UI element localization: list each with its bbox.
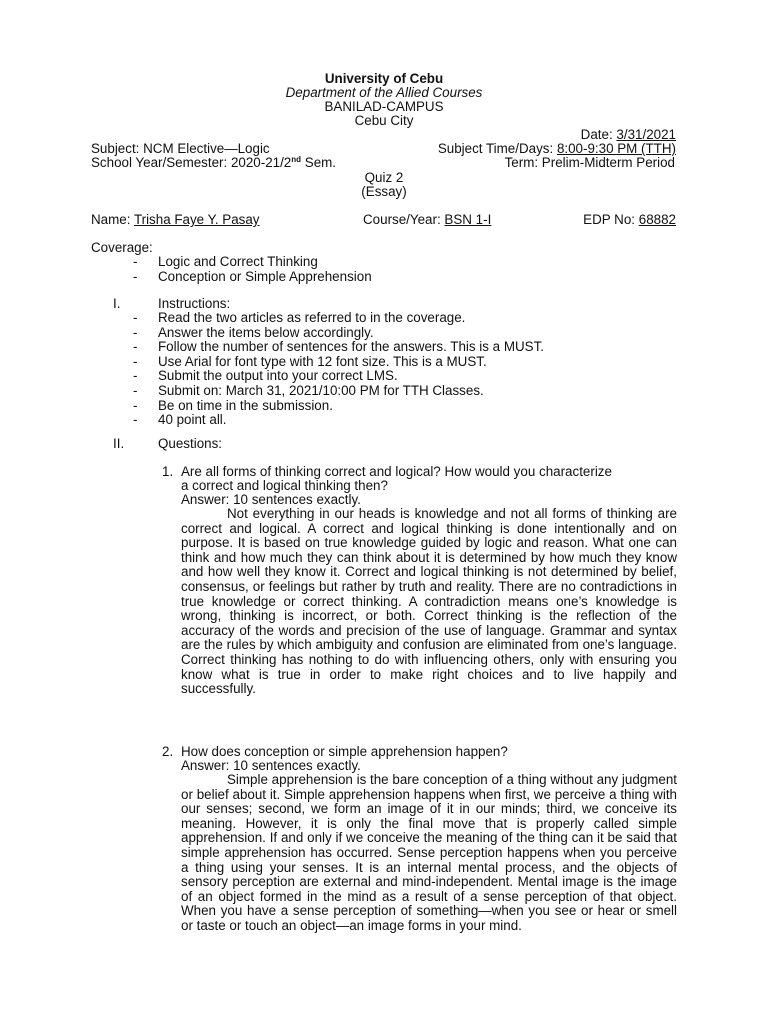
course-line: [363, 213, 491, 228]
question-1-answer-label: Answer: 10 sentences exactly.: [181, 492, 361, 507]
list-item: - Conception or Simple Apprehension: [131, 270, 372, 285]
date-label: Date:: [580, 127, 613, 142]
subject-line: Subject: NCM Elective—Logic: [91, 141, 270, 156]
question-2-answer-label: Answer: 10 sentences exactly.: [181, 758, 361, 773]
subject-time-value: 8:00-9:30 PM (TTH): [556, 141, 676, 156]
list-item: - 40 point all.: [131, 413, 544, 428]
question-1-text-line2: a correct and logical thinking then?: [181, 478, 388, 493]
list-item: - Submit on: March 31, 2021/10:00 PM for TTH Classes.: [131, 384, 544, 399]
quiz-title: Quiz 2: [364, 170, 404, 185]
edp-label: EDP No:: [583, 212, 636, 227]
school-year-line: [91, 156, 336, 171]
edp-value: 68882: [638, 212, 676, 227]
section-numeral-2: II.: [113, 436, 125, 451]
question-1-text-line1: Are all forms of thinking correct and logical? How would you characterize: [181, 464, 612, 479]
course-value: BSN 1-I: [444, 212, 492, 227]
section-numeral-1: I.: [113, 296, 121, 311]
student-name-line: [91, 213, 259, 228]
list-item: - Logic and Correct Thinking: [131, 255, 372, 270]
question-2-text: How does conception or simple apprehension happen?: [181, 744, 508, 759]
list-item: - Submit the output into your correct LMS.: [131, 369, 544, 384]
question-2-number: 2.: [162, 744, 174, 759]
coverage-label: Coverage:: [91, 240, 153, 255]
list-item: - Read the two articles as referred to in the coverage.: [131, 311, 544, 326]
course-label: Course/Year:: [363, 212, 441, 227]
list-item: - Answer the items below accordingly.: [131, 326, 544, 341]
department-name: Department of the Allied Courses: [285, 85, 483, 100]
name-value: Trisha Faye Y. Pasay: [133, 212, 260, 227]
school-year-prefix: School Year/Semester: 2020-21/2: [91, 155, 292, 170]
quiz-type: (Essay): [361, 184, 407, 199]
coverage-list: [131, 255, 372, 284]
subject-time-label: Subject Time/Days:: [437, 141, 554, 156]
instructions-list: [131, 311, 544, 428]
list-item: - Use Arial for font type with 12 font size. This is a MUST.: [131, 355, 544, 370]
questions-label: Questions:: [158, 436, 223, 451]
campus-name: BANILAD-CAMPUS: [324, 99, 444, 114]
date-value: 3/31/2021: [616, 127, 676, 142]
question-2-answer: Simple apprehension is the bare conception of a thing without any judgment or belief about it. Simple apprehension happens when first, we perceive a thing with our senses; second, we form an image of it in our minds; third, we conceive its meaning. However, it is only the final move that is properly called simple apprehension. If and only if we conceive the meaning of the thing can it be said that simple apprehension has occurred. Sense perception happens when you perceive a thing using your senses. It is an internal mental process, and the objects of sensory perception are external and mind-independent. Mental image is the image of an object formed in the mind as a result of a sense perception of that object. When you have a sense perception of something—when you see or hear or smell or taste or touch an object—an image forms in your mind.: [181, 772, 677, 933]
city-name: Cebu City: [354, 113, 414, 128]
list-item: - Be on time in the submission.: [131, 399, 544, 414]
question-1-answer: Not everything in our heads is knowledge and not all forms of thinking are correct and logical. A correct and logical thinking is done intentionally and on purpose. It is based on true knowledge guided by logic and reason. What one can think and how much they can think about it is determined by how much they know and how well they know it. Correct and logical thinking is not determined by belief, consensus, or feelings but rather by truth and reality. There are no contradictions in true knowledge or correct thinking. A contradiction means one’s knowledge is wrong, thinking is incorrect, or both. Correct thinking is the reflection of the accuracy of the words and precision of the use of language. Grammar and syntax are the rules by which ambiguity and confusion are eliminated from one’s language. Correct thinking has nothing to do with influencing others, only with ensuring you know what is true in order to make right choices and to live happily and successfully.: [181, 506, 677, 697]
instructions-label: Instructions:: [158, 296, 231, 311]
university-name: University of Cebu: [324, 71, 444, 86]
question-1-number: 1.: [162, 464, 174, 479]
term-line: Term: Prelim-Midterm Period: [504, 155, 675, 170]
name-label: Name:: [91, 212, 131, 227]
list-item: - Follow the number of sentences for the answers. This is a MUST.: [131, 340, 544, 355]
school-year-sup: nd: [291, 155, 302, 164]
edp-line: [583, 213, 676, 228]
school-year-suffix: Sem.: [301, 155, 337, 170]
